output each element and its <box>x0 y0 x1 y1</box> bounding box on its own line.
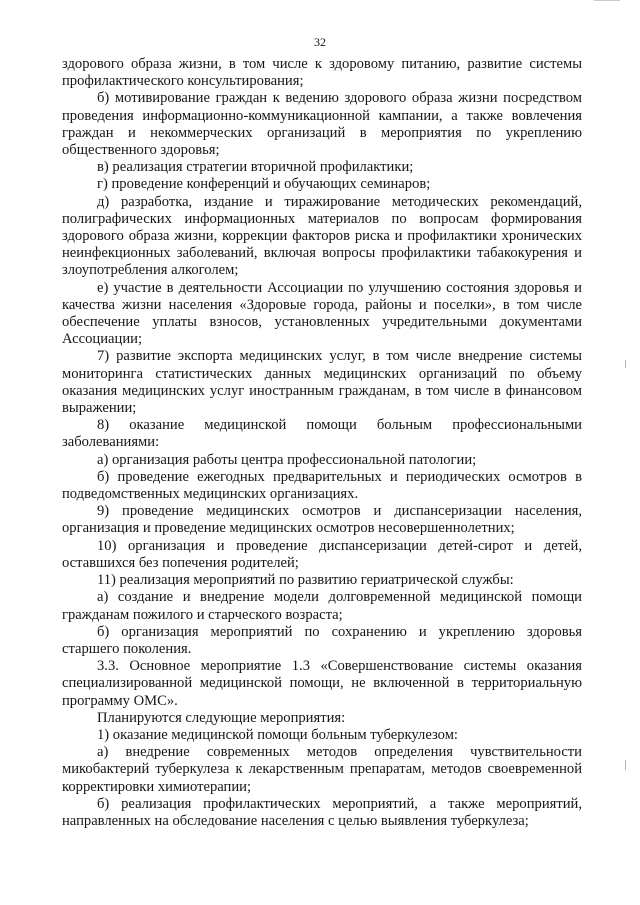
paragraph-section-3-3: 3.3. Основное мероприятие 1.3 «Совершенствование системы оказания специализированной медицинской помощи, не включенной в территориальную программу ОМС». <box>62 658 582 709</box>
paragraph-item-11b-older-generation: б) организация мероприятий по сохранению и укреплению здоровья старшего поколения. <box>62 623 582 657</box>
paragraph-item-e-association: е) участие в деятельности Ассоциации по улучшению состояния здоровья и качества жизни населения «Здоровые города, районы и поселки», в том числе обеспечение уплаты взносов, установленных учредительными документами Ассоциации; <box>62 279 582 348</box>
paragraph-item-g-conferences: г) проведение конференций и обучающих семинаров; <box>97 176 431 193</box>
paragraph-planned-activities: Планируются следующие мероприятия: <box>97 709 346 726</box>
scan-edge-mark-lower <box>625 760 626 770</box>
document-body <box>62 56 582 830</box>
paragraph-item-7-export: 7) развитие экспорта медицинских услуг, в том числе внедрение системы мониторинга статистических данных медицинских организаций по объему оказания медицинских услуг иностранным гражданам, в том числе в финансовом выражении; <box>62 348 582 417</box>
paragraph-item-8a-center: а) организация работы центра профессиональной патологии; <box>97 451 477 468</box>
scan-edge-mark-upper <box>625 360 626 368</box>
paragraph-item-1b-prevention: б) реализация профилактических мероприятий, а также мероприятий, направленных на обследование населения с целью выявления туберкулеза; <box>62 795 582 829</box>
paragraph-item-9-dispensary: 9) проведение медицинских осмотров и диспансеризации населения, организация и проведение медицинских осмотров несовершеннолетних; <box>62 503 582 537</box>
paragraph-item-11-geriatric: 11) реализация мероприятий по развитию гериатрической службы: <box>97 572 514 589</box>
paragraph-item-1a-methods: а) внедрение современных методов определения чувствительности микобактерий туберкулеза к лекарственным препаратам, методов своевременной корректировки химиотерапии; <box>62 744 582 795</box>
paragraph-item-10-orphans: 10) организация и проведение диспансеризации детей-сирот и детей, оставшихся без попечения родителей; <box>62 537 582 571</box>
page-number: 32 <box>314 35 326 49</box>
paragraph-item-11a-long-term-care: а) создание и внедрение модели долговременной медицинской помощи гражданам пожилого и старческого возраста; <box>62 589 582 623</box>
scan-corner-mark <box>594 0 620 4</box>
paragraph-item-d-materials: д) разработка, издание и тиражирование методических рекомендаций, полиграфических информационных материалов по вопросам формирования здорового образа жизни, коррекции факторов риска и профилактики хронических неинфекционных заболеваний, включая вопросы профилактики табакокурения и злоупотребления алкоголем; <box>62 193 582 279</box>
paragraph-continuation: здорового образа жизни, в том числе к здоровому питанию, развитие системы профилактического консультирования; <box>62 56 582 90</box>
paragraph-item-v-secondary-prevention: в) реализация стратегии вторичной профилактики; <box>97 159 414 176</box>
paragraph-item-8-occupational: 8) оказание медицинской помощи больным профессиональными заболеваниями: <box>62 417 582 451</box>
paragraph-item-8b-examinations: б) проведение ежегодных предварительных и периодических осмотров в подведомственных медицинских организациях. <box>62 468 582 503</box>
paragraph-item-b-motivation: б) мотивирование граждан к ведению здорового образа жизни посредством проведения информационно-коммуникационной кампании, а также вовлечения граждан и некоммерческих организаций в мероприятия по укреплению общественного здоровья; <box>62 90 582 159</box>
paragraph-item-1-tuberculosis: 1) оказание медицинской помощи больным туберкулезом: <box>97 726 458 743</box>
